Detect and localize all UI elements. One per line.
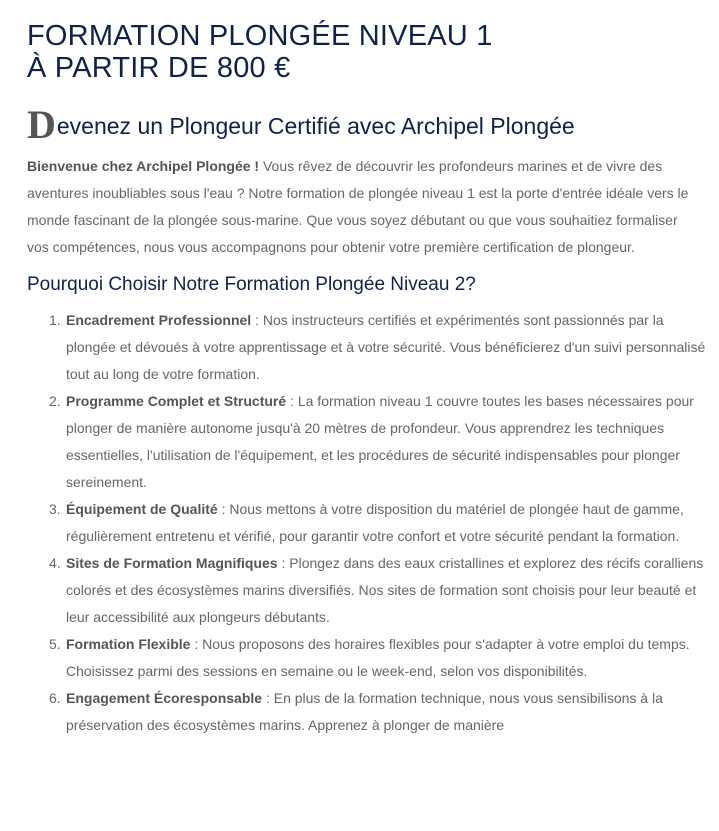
intro-bold-text: Bienvenue chez Archipel Plongée ! — [27, 158, 260, 174]
page-title-line-2: À PARTIR DE 800 € — [27, 52, 291, 84]
list-item — [27, 550, 707, 631]
page-title — [27, 20, 699, 84]
list-item-text: : La formation niveau 1 couvre toutes les bases nécessaires pour plonger de manière autonome jusqu'à 20 mètres de profondeur. Vous apprendrez les techniques essentielles, l'utilisation de l'équipement, et les procédures de sécurité indispensables pour plonger sereinement. — [66, 393, 694, 490]
page-content — [27, 20, 706, 739]
list-item-title: Programme Complet et Structuré — [66, 393, 287, 409]
list-item-title: Encadrement Professionnel — [66, 312, 252, 328]
list-item-number: 6. — [49, 690, 61, 706]
intro-paragraph — [27, 153, 699, 261]
list-item-title: Formation Flexible — [66, 636, 191, 652]
list-item-number: 5. — [49, 636, 61, 652]
benefits-list — [27, 307, 707, 739]
list-item-number: 4. — [49, 555, 61, 571]
list-item — [27, 388, 707, 496]
list-item-text: : Nous proposons des horaires flexibles pour s'adapter à votre emploi du temps. Choisissez parmi des sessions en semaine ou le week-end, selon vos disponibilités. — [66, 636, 690, 679]
list-item — [27, 631, 707, 685]
intro-text: Vous rêvez de découvrir les profondeurs marines et de vivre des aventures inoubliables sous l'eau ? Notre formation de plongée niveau 1 est la porte d'entrée idéale vers le monde fascinant de la plongée sous-marine. Que vous soyez débutant ou que vous souhaitiez formaliser vos compétences, nous vous accompagnons pour obtenir votre première certification de plongeur. — [27, 158, 689, 255]
list-item-text: : Plongez dans des eaux cristallines et explorez des récifs coralliens colorés et des écosystèmes marins diversifiés. Nos sites de formation sont choisis pour leur beauté et leur accessibilité aux plongeurs débutants. — [66, 555, 704, 625]
page-title-line-1: FORMATION PLONGÉE NIVEAU 1 — [27, 20, 493, 52]
drop-cap-letter: D — [27, 102, 56, 147]
list-item-title: Sites de Formation Magnifiques — [66, 555, 278, 571]
list-item-number: 1. — [49, 312, 61, 328]
list-item-number: 3. — [49, 501, 61, 517]
list-item-title: Équipement de Qualité — [66, 501, 218, 517]
list-item-title: Engagement Écoresponsable — [66, 690, 263, 706]
list-item-text: : Nous mettons à votre disposition du matériel de plongée haut de gamme, régulièrement entretenu et vérifié, pour garantir votre confort et votre sécurité pendant la formation. — [66, 501, 684, 544]
list-item-text: : Nos instructeurs certifiés et expérimentés sont passionnés par la plongée et dévoués à votre apprentissage et à votre sécurité. Vous bénéficierez d'un suivi personnalisé tout au long de votre formation. — [66, 312, 706, 382]
list-item — [27, 496, 707, 550]
list-item — [27, 685, 707, 739]
section-heading-text: evenez un Plongeur Certifié avec Archipel Plongée — [56, 113, 575, 139]
list-item-number: 2. — [49, 393, 61, 409]
why-choose-heading: Pourquoi Choisir Notre Formation Plongée Niveau 2? — [27, 274, 476, 295]
list-item — [27, 307, 707, 388]
section-heading — [27, 102, 699, 147]
list-item-text: : En plus de la formation technique, nous vous sensibilisons à la préservation des écosystèmes marins. Apprenez à plonger de manière — [66, 690, 663, 733]
